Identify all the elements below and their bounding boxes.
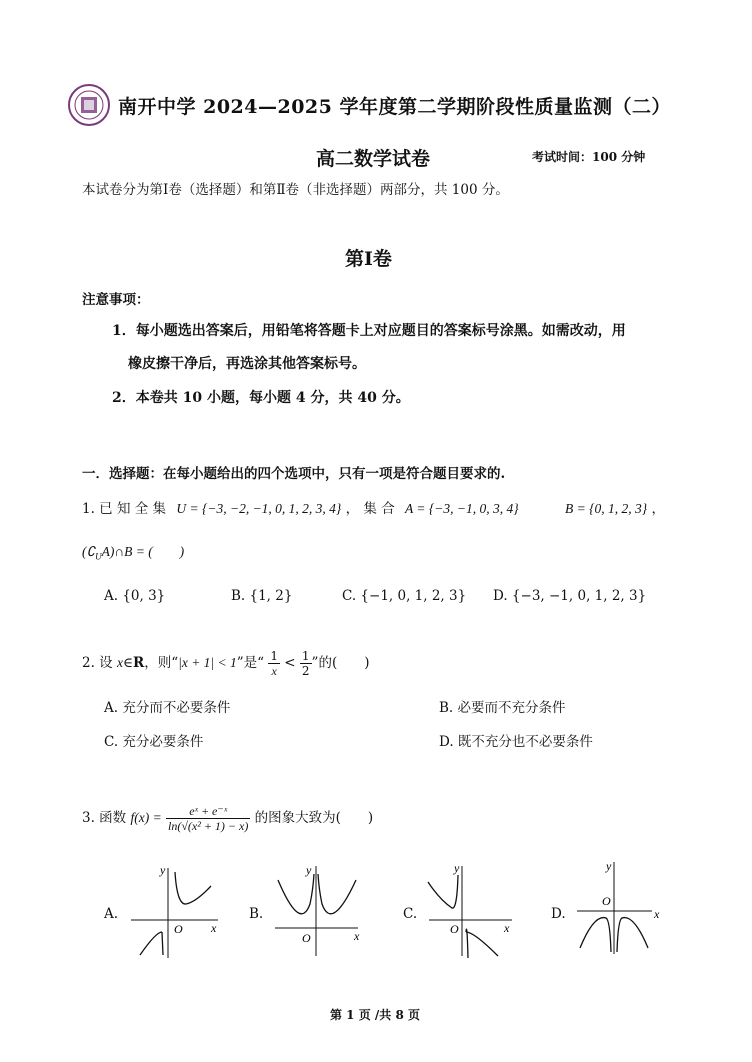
section-heading: 一．选择题：在每小题给出的四个选项中，只有一项是符合题目要求的. (82, 466, 506, 482)
q3-option-b[interactable]: B. (249, 906, 264, 922)
notice-heading: 注意事项： (82, 292, 150, 308)
notice-item-1-cont: 橡皮擦干净后，再选涂其他答案标号。 (128, 356, 366, 372)
q1-option-b[interactable]: B. {1, 2} (231, 588, 293, 604)
origin-label: O (302, 931, 311, 945)
q1-expression: $(∁_UA)\cap B$ = ( ) (82, 544, 185, 562)
q3-option-c[interactable]: C. (403, 906, 418, 922)
q3-fraction: $\frac{\text{eˣ + e⁻ˣ}}{\text{ln(√(x² + 1) − x)}}$ (167, 804, 249, 833)
q1-option-a[interactable]: A. {0, 3} (104, 588, 166, 604)
notice-item-1: 1．每小题选出答案后，用铅笔将答题卡上对应题目的答案标号涂黑。如需改动，用 (112, 323, 626, 339)
q2-option-b[interactable]: B. 必要而不充分条件 (439, 700, 566, 716)
q1-text-b: ， 集 合 (345, 501, 395, 517)
q3-graph-d (572, 856, 672, 956)
q1-set-B: B = {0, 1, 2, 3} (565, 501, 648, 516)
axis-y-label: y (454, 861, 460, 875)
origin-label: O (602, 894, 611, 908)
q3-graph-a (126, 860, 226, 960)
q2-option-c[interactable]: C. 充分必要条件 (104, 734, 204, 750)
q1-text-a: 1. 已 知 全 集 (82, 501, 167, 517)
q2-frac-1-over-x: $\frac{1}{x}$ (270, 649, 278, 678)
q1-text-c: ， (651, 501, 665, 517)
exam-time: 考试时间：100 分钟 (532, 150, 646, 164)
q3-option-a[interactable]: A. (104, 906, 119, 922)
q2-option-d[interactable]: D. 既不充分也不必要条件 (439, 734, 593, 750)
q1-stem-end (565, 497, 665, 517)
axis-x-label: x (211, 921, 217, 935)
q1-set-A: A = {−3, −1, 0, 3, 4} (405, 501, 519, 516)
axis-y-label: y (306, 863, 312, 877)
notice-item-2: 2．本卷共 10 小题，每小题 4 分，共 40 分。 (112, 390, 410, 406)
q1-option-d[interactable]: D. {−3, −1, 0, 1, 2, 3} (493, 588, 647, 604)
q3-option-d[interactable]: D. (551, 906, 566, 922)
q1-set-U: U = {−3, −2, −1, 0, 1, 2, 3, 4} (176, 501, 342, 516)
part-title: 第Ⅰ卷 (345, 248, 392, 270)
exam-subtitle: 高二数学试卷 (316, 148, 431, 170)
exam-title: 南开中学 2024—2025 学年度第二学期阶段性质量监测（二） (118, 96, 671, 118)
q3-graph-b (270, 860, 370, 960)
origin-label: O (174, 922, 183, 936)
axis-x-label: x (354, 929, 360, 943)
origin-label: O (450, 922, 459, 936)
page-footer: 第 1 页 /共 8 页 (330, 1008, 420, 1022)
q1-stem (82, 497, 519, 517)
q3-stem: 3. 函数 f(x) = $\frac{\text{eˣ + e⁻ˣ}}{\text{ln(√(x² + 1) − x)}}$ 的图象大致为( ) (82, 804, 374, 833)
q3-graph-c (424, 860, 524, 960)
axis-x-label: x (504, 921, 510, 935)
q2-option-a[interactable]: A. 充分而不必要条件 (104, 700, 231, 716)
axis-y-label: y (160, 863, 166, 877)
q2-stem: 2. 设 x∈R，则“|x + 1| < 1”是“ $\frac{1}{x}$ < $\frac{1}{2}$ ”的( ) (82, 649, 370, 678)
q2-frac-1-over-2: $\frac{1}{2}$ (301, 649, 310, 678)
exam-intro: 本试卷分为第Ⅰ卷（选择题）和第Ⅱ卷（非选择题）两部分，共 100 分。 (82, 182, 509, 198)
axis-x-label: x (654, 907, 660, 921)
school-seal-logo (68, 84, 110, 126)
q1-option-c[interactable]: C. {−1, 0, 1, 2, 3} (342, 588, 467, 604)
axis-y-label: y (606, 859, 612, 873)
